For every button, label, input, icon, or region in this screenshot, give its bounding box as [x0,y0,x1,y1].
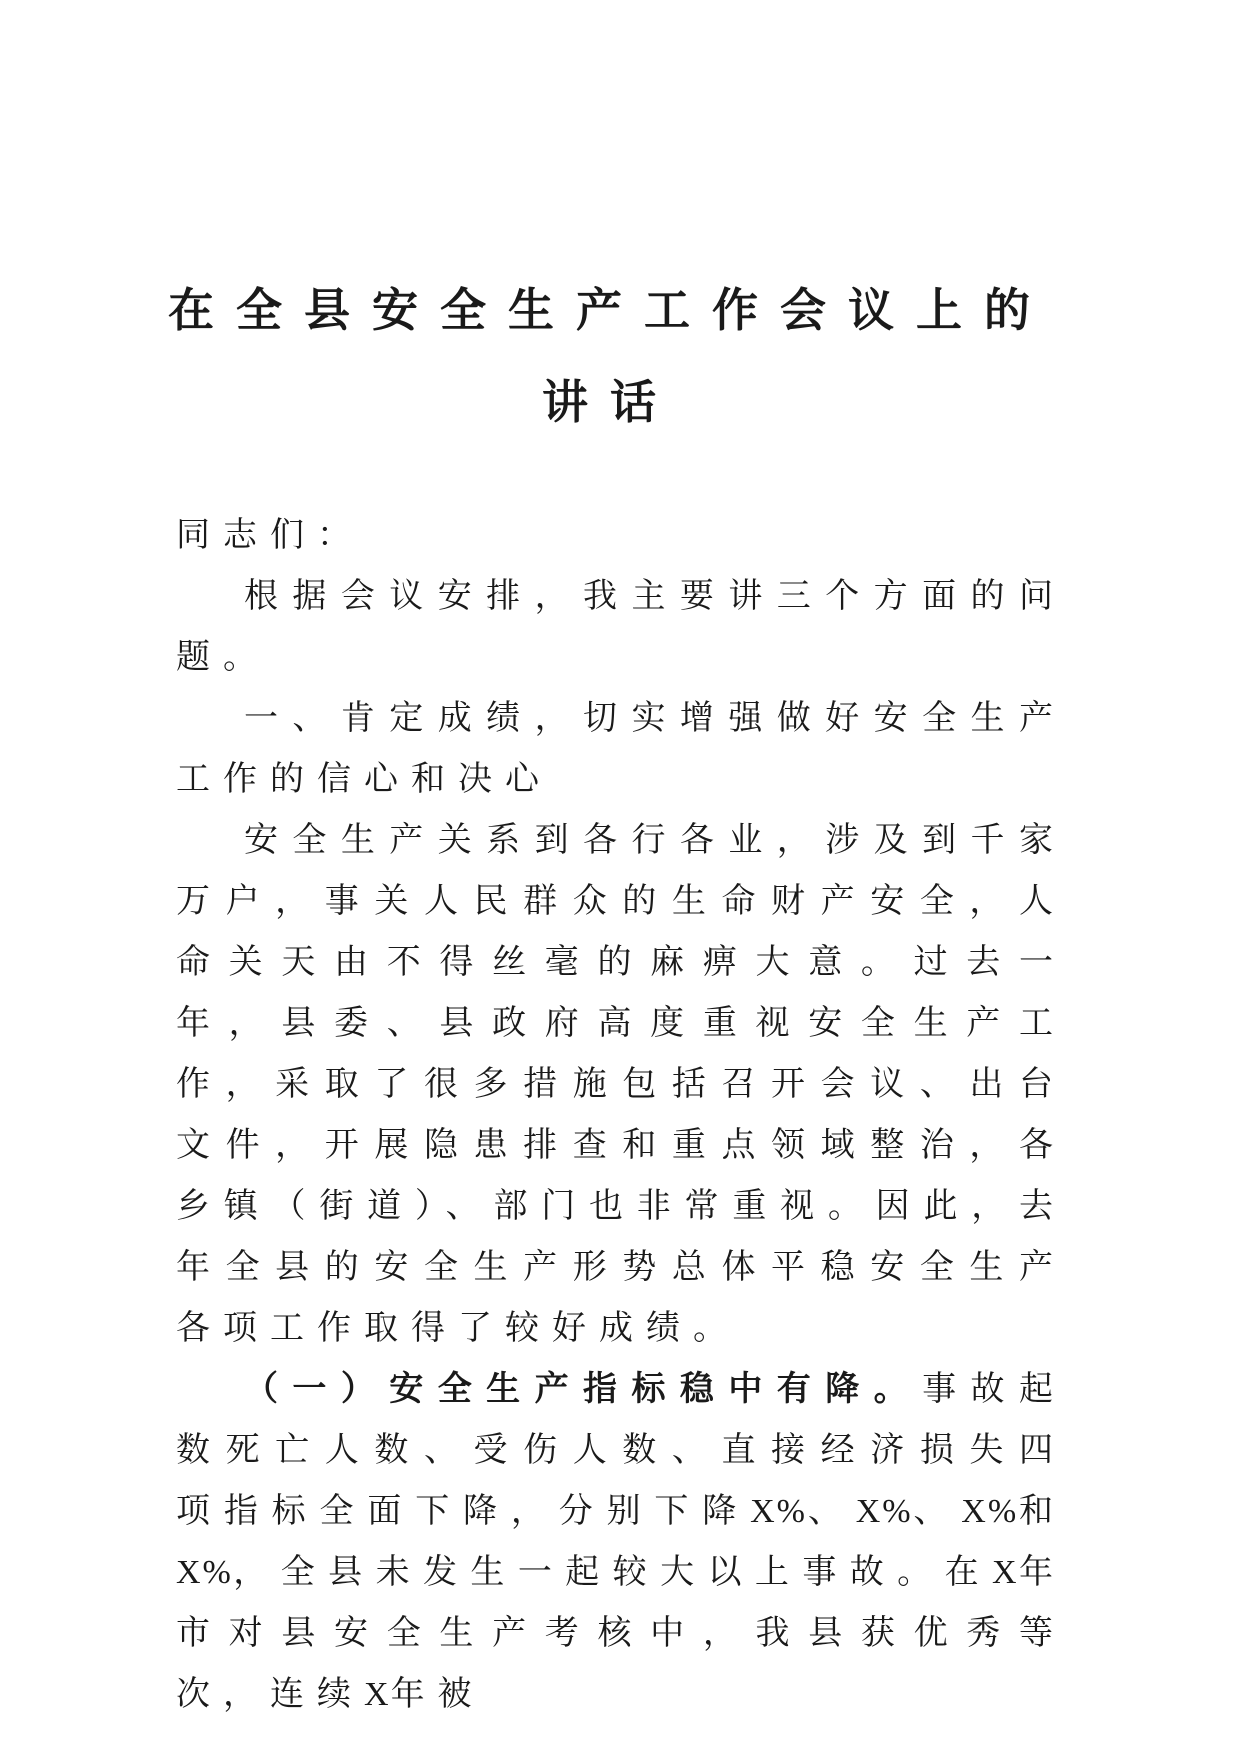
salutation: 同志们： [176,515,364,555]
placeholder-value-4: X% [176,1554,233,1591]
separator-2: 、 [912,1491,962,1531]
subsection-1-text-1: 事故起数死亡人数、受伤人数、直接经济损失四项指标全面下降，分别下降 [176,1369,1066,1531]
placeholder-value-1: X% [750,1493,808,1530]
separator-3: 和 [1018,1491,1067,1531]
intro-paragraph: 根据会议安排，我主要讲三个方面的问题。 [176,576,1066,677]
document-body [176,505,1066,1725]
subsection-1-heading: （一）安全生产指标稳中有降。 [244,1369,923,1409]
placeholder-value-5: X [992,1554,1019,1591]
subsection-1-paragraph [176,1359,1066,1725]
document-title-line-2: 讲话 [542,375,678,429]
placeholder-value-3: X% [961,1493,1019,1530]
subsection-1-text-3: 年市对县安全生产考核中，我县获优秀等次，连续 [176,1552,1067,1714]
subsection-1-text-4: 年被 [390,1674,485,1714]
placeholder-value-6: X [364,1676,391,1713]
section-1-heading: 一、肯定成绩，切实增强做好安全生产工作的信心和决心 [176,698,1066,799]
document-title-line-1: 在全县安全生产工作会议上的 [168,283,1052,337]
separator-1: 、 [807,1491,856,1531]
subsection-1-text-2: ，全县未发生一起较大以上事故。在 [232,1552,993,1592]
section-1-paragraph: 安全生产关系到各行各业，涉及到千家万户，事关人民群众的生命财产安全，人命关天由不得丝毫的麻痹大意。过去一年，县委、县政府高度重视安全生产工作，采取了很多措施包括召开会议、出台文件，开展隐患排查和重点领域整治，各乡镇（街道）、部门也非常重视。因此，去年全县的安全生产形势总体平稳安全生产各项工作取得了较好成绩。 [176,820,1066,1348]
placeholder-value-2: X% [855,1493,913,1530]
